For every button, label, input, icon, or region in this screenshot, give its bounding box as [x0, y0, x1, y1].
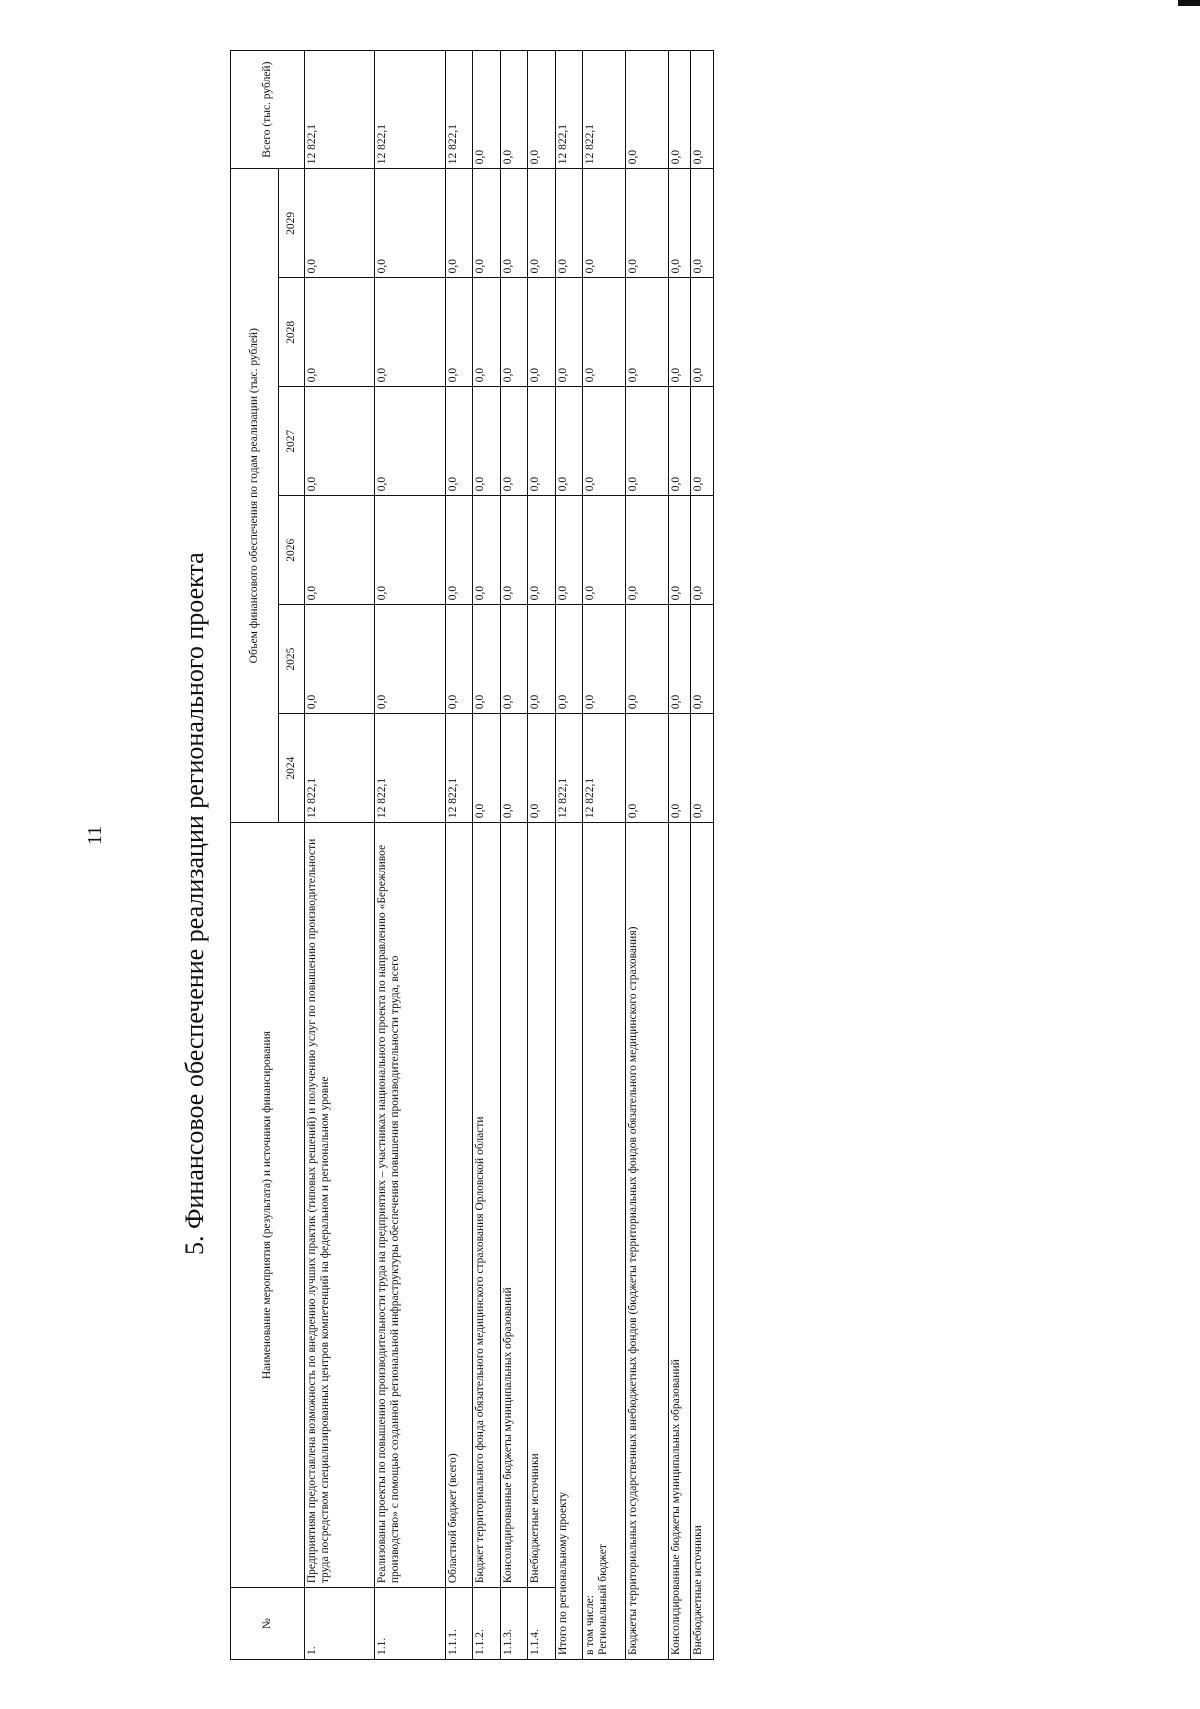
- table-row: [500, 51, 528, 1660]
- row-value: 0,0: [473, 605, 501, 714]
- page-number: 11: [84, 825, 106, 845]
- row-name: Областной бюджет (всего): [445, 823, 473, 1588]
- row-value: 0,0: [375, 496, 445, 605]
- table-row: [473, 51, 501, 1660]
- summary-value: 0,0: [691, 605, 714, 714]
- summary-label: Итого по региональному проекту: [556, 1491, 569, 1655]
- row-value: 0,0: [528, 605, 556, 714]
- summary-name: [626, 823, 669, 1660]
- row-number: 1.1.4.: [528, 1588, 556, 1660]
- summary-value: 0,0: [555, 278, 583, 387]
- row-number: 1.1.2.: [473, 1588, 501, 1660]
- summary-value: 0,0: [555, 387, 583, 496]
- header-name: Наименование мероприятия (результата) и источники финансирования: [231, 823, 305, 1588]
- row-value: 0,0: [528, 169, 556, 278]
- row-value: 0,0: [473, 387, 501, 496]
- row-value: 0,0: [375, 605, 445, 714]
- row-value: 0,0: [445, 605, 473, 714]
- table-row: [305, 51, 375, 1660]
- summary-value: 0,0: [626, 51, 669, 169]
- summary-value: 0,0: [668, 387, 691, 496]
- summary-name: [668, 823, 691, 1660]
- summary-value: 0,0: [583, 278, 626, 387]
- header-year: 2025: [279, 605, 305, 714]
- row-value: 0,0: [528, 387, 556, 496]
- summary-value: 12 822,1: [555, 714, 583, 823]
- summary-name: [555, 823, 583, 1660]
- row-value: 0,0: [445, 169, 473, 278]
- row-name: Консолидированные бюджеты муниципальных образований: [500, 823, 528, 1588]
- row-value: 0,0: [473, 496, 501, 605]
- row-value: 0,0: [500, 278, 528, 387]
- summary-value: 0,0: [583, 496, 626, 605]
- row-value: 0,0: [473, 278, 501, 387]
- summary-value: 0,0: [668, 605, 691, 714]
- row-name: Предприятиям предоставлена возможность по внедрению лучших практик (типовых решений) и получению услуг по повышению производительности труда посредством специализированных центров компетенций на федеральном и региональном уровне: [305, 823, 375, 1588]
- row-value: 12 822,1: [375, 51, 445, 169]
- summary-value: 0,0: [583, 605, 626, 714]
- header-year: 2024: [279, 714, 305, 823]
- table-row: [445, 51, 473, 1660]
- summary-value: 0,0: [555, 605, 583, 714]
- row-value: 0,0: [375, 169, 445, 278]
- row-value: 0,0: [473, 51, 501, 169]
- summary-value: 0,0: [691, 278, 714, 387]
- row-value: 12 822,1: [305, 714, 375, 823]
- summary-row: [668, 51, 691, 1660]
- row-value: 12 822,1: [445, 51, 473, 169]
- summary-row: [626, 51, 669, 1660]
- summary-value: 12 822,1: [583, 51, 626, 169]
- summary-value: 12 822,1: [555, 51, 583, 169]
- row-value: 0,0: [473, 714, 501, 823]
- summary-value: 0,0: [691, 51, 714, 169]
- row-name: Реализованы проекты по повышению производительности труда на предприятиях – участниках национального проекта по направлению «Бережливое производство» с помощью созданной региональной инфраструктуры обеспечения повышения производительности труда, всего: [375, 823, 445, 1588]
- row-value: 0,0: [305, 605, 375, 714]
- summary-value: 0,0: [668, 169, 691, 278]
- header-year: 2029: [279, 169, 305, 278]
- summary-value: 0,0: [626, 278, 669, 387]
- summary-value: 0,0: [691, 496, 714, 605]
- row-value: 0,0: [375, 387, 445, 496]
- summary-value: 0,0: [691, 169, 714, 278]
- header-num: №: [231, 1588, 305, 1660]
- table-body: [305, 51, 714, 1660]
- summary-value: 0,0: [668, 278, 691, 387]
- row-value: 0,0: [500, 714, 528, 823]
- summary-value: 0,0: [555, 169, 583, 278]
- row-value: 0,0: [528, 51, 556, 169]
- summary-value: 0,0: [668, 51, 691, 169]
- summary-value: 0,0: [668, 496, 691, 605]
- row-value: 0,0: [445, 387, 473, 496]
- summary-value: 0,0: [626, 605, 669, 714]
- summary-value: 0,0: [691, 714, 714, 823]
- row-number: 1.1.1.: [445, 1588, 473, 1660]
- header-total: Всего (тыс. рублей): [231, 51, 305, 169]
- row-value: 0,0: [500, 169, 528, 278]
- row-value: 12 822,1: [375, 714, 445, 823]
- summary-value: 0,0: [626, 496, 669, 605]
- row-value: 0,0: [305, 387, 375, 496]
- section-title: 5. Финансовое обеспечение реализации регионального проекта: [180, 552, 209, 1255]
- row-value: 0,0: [305, 496, 375, 605]
- row-number: 1.1.3.: [500, 1588, 528, 1660]
- row-name: Бюджет территориального фонда обязательного медицинского страхования Орловской области: [473, 823, 501, 1588]
- summary-label: Бюджеты территориальных государственных внебюджетных фондов (бюджеты территориальных фондов обязательного медицинского страхования): [627, 926, 640, 1655]
- summary-sublabel: Региональный бюджет: [597, 1544, 610, 1655]
- row-name: Внебюджетные источники: [528, 823, 556, 1588]
- summary-value: 0,0: [691, 387, 714, 496]
- row-value: 0,0: [528, 278, 556, 387]
- summary-value: 0,0: [626, 714, 669, 823]
- summary-value: 12 822,1: [583, 714, 626, 823]
- row-value: 12 822,1: [445, 714, 473, 823]
- header-year: 2027: [279, 387, 305, 496]
- summary-label: Консолидированные бюджеты муниципальных образований: [669, 1359, 682, 1655]
- row-value: 0,0: [445, 496, 473, 605]
- summary-row: [583, 51, 626, 1660]
- table-row: [375, 51, 445, 1660]
- summary-value: 0,0: [626, 387, 669, 496]
- scan-mark: [1178, 0, 1200, 6]
- row-value: 0,0: [473, 169, 501, 278]
- summary-value: 0,0: [626, 169, 669, 278]
- row-value: 0,0: [500, 605, 528, 714]
- summary-value: 0,0: [668, 714, 691, 823]
- row-number: 1.1.: [375, 1588, 445, 1660]
- row-value: 12 822,1: [305, 51, 375, 169]
- financing-table: [230, 50, 714, 1660]
- row-value: 0,0: [305, 278, 375, 387]
- summary-row: [555, 51, 583, 1660]
- row-value: 0,0: [445, 278, 473, 387]
- summary-label: Внебюджетные источники: [692, 1525, 705, 1655]
- header-year: 2026: [279, 496, 305, 605]
- row-value: 0,0: [375, 278, 445, 387]
- row-value: 0,0: [500, 51, 528, 169]
- row-value: 0,0: [528, 496, 556, 605]
- row-value: 0,0: [305, 169, 375, 278]
- table-row: [528, 51, 556, 1660]
- row-value: 0,0: [500, 496, 528, 605]
- summary-label: в том числе:: [584, 1595, 597, 1655]
- rotated-table-container: [230, 50, 714, 1660]
- summary-value: 0,0: [583, 169, 626, 278]
- summary-row: [691, 51, 714, 1660]
- summary-name: [691, 823, 714, 1660]
- row-value: 0,0: [500, 387, 528, 496]
- row-value: 0,0: [528, 714, 556, 823]
- header-volume: Объем финансового обеспечения по годам реализации (тыс. рублей): [231, 169, 279, 823]
- summary-value: 0,0: [583, 387, 626, 496]
- header-year: 2028: [279, 278, 305, 387]
- summary-name: [583, 823, 626, 1660]
- summary-value: 0,0: [555, 496, 583, 605]
- row-number: 1.: [305, 1588, 375, 1660]
